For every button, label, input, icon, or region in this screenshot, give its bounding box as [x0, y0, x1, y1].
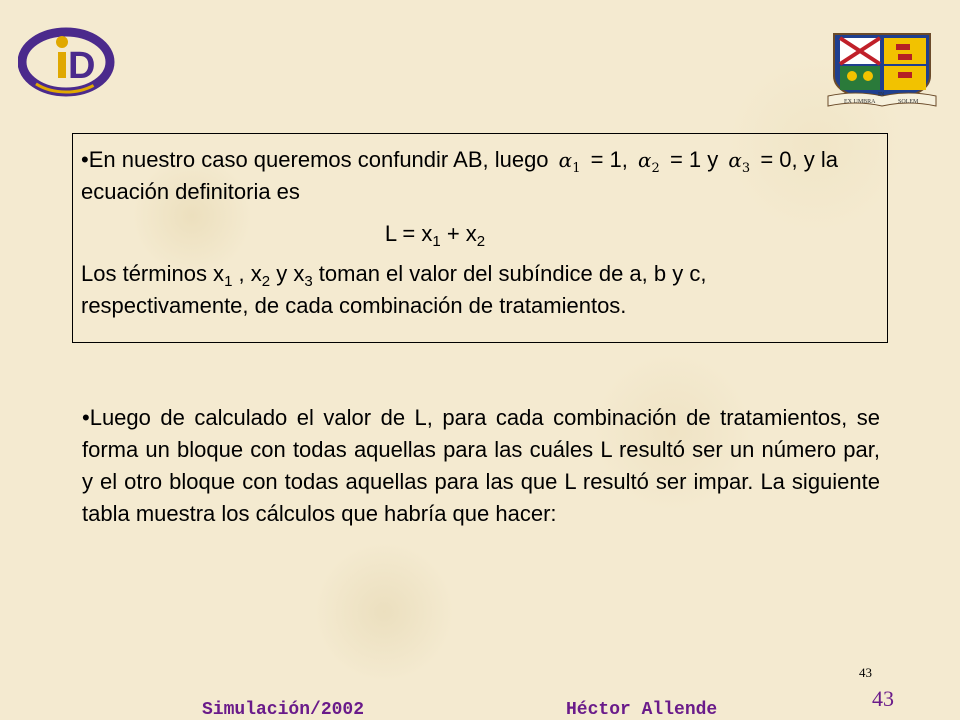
crest-motto-left: EX UMBRA — [844, 99, 876, 105]
logo-letter: D — [68, 45, 96, 87]
explanation-paragraph: •Luego de calculado el valor de L, para cada combinación de tratamientos, se forma un bloque con todas aquellas para las cuáles L resultó ser un número par, y el otro bloque con todas aquellas para las que L resultó ser impar. La siguiente tabla muestra los cálculos que habría que hacer: — [82, 405, 880, 526]
footer-course: Simulación/2002 — [202, 700, 365, 720]
institution-logo — [18, 20, 118, 100]
alpha3-symbol: $\alpha_3$ — [728, 148, 751, 176]
intro-text: •En nuestro caso queremos confundir AB, luego — [81, 147, 549, 172]
crest-motto-mid: IN — [878, 92, 885, 98]
terms-paragraph: Los términos $x_1$ , $x_2$ y $x_3$ toman el valor del subíndice de a, b y c, respectivamente, de cada combinación de tratamientos. — [81, 261, 707, 318]
crest-motto-right: SOLEM — [898, 99, 919, 105]
alpha3-value: = 0, y la ecuación definitoria es — [81, 147, 838, 204]
alpha2-symbol: $\alpha_2$ — [638, 148, 660, 176]
page-number: 43 — [872, 686, 894, 711]
alpha1-value: = 1, — [590, 147, 628, 172]
defining-equation: $L = x_1 + x_2$ — [384, 221, 486, 250]
alpha2-value: = 1 y — [669, 147, 719, 172]
university-crest — [826, 30, 938, 110]
alpha1-symbol: $\alpha_1$ — [558, 148, 581, 176]
definition-box — [72, 133, 888, 343]
intro-paragraph — [81, 144, 879, 208]
page-number-small: 43 — [859, 665, 872, 680]
footer-author: Héctor Allende — [566, 700, 718, 720]
